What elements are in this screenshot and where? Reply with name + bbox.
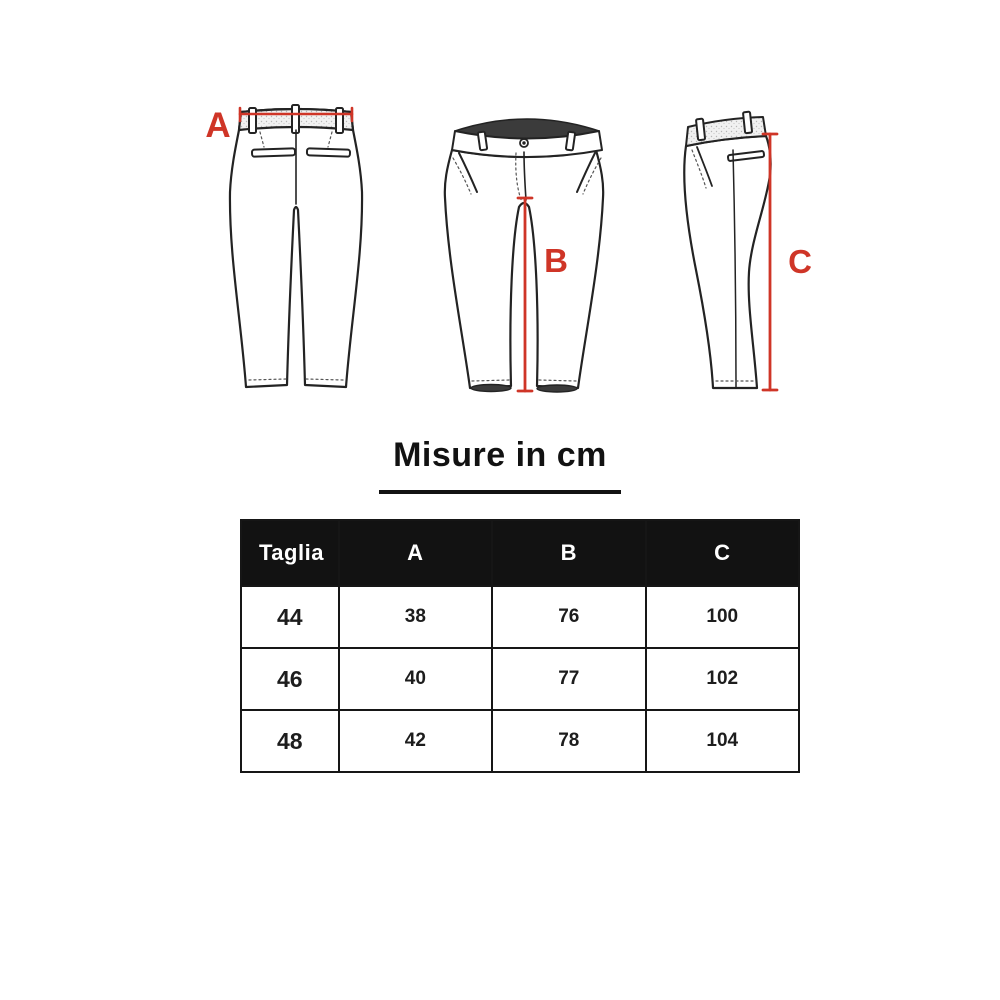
leg-opening <box>537 385 577 392</box>
cell-c: 100 <box>646 586 799 648</box>
cell-a: 42 <box>339 710 492 772</box>
measure-line-b <box>518 198 532 391</box>
cell-a: 40 <box>339 648 492 710</box>
title-underline <box>379 490 621 494</box>
belt-loop <box>292 105 299 133</box>
table-row <box>241 710 799 772</box>
pants-back-view <box>230 105 362 387</box>
back-pocket-welt <box>252 148 295 156</box>
table-header-row <box>241 520 799 586</box>
title-block <box>0 436 1000 494</box>
table-row <box>241 648 799 710</box>
measure-label-c: C <box>788 243 812 280</box>
header-taglia: Taglia <box>241 520 339 586</box>
header-b: B <box>492 520 645 586</box>
leg-opening <box>471 385 511 392</box>
header-c: C <box>646 520 799 586</box>
table-row <box>241 586 799 648</box>
cell-b: 78 <box>492 710 645 772</box>
header-a: A <box>339 520 492 586</box>
belt-loop <box>336 108 343 133</box>
page-title: Misure in cm <box>393 436 607 474</box>
size-table <box>240 519 800 773</box>
waist-button-center <box>522 141 525 144</box>
measure-label-a: A <box>205 106 231 145</box>
pants-diagrams <box>0 0 1000 432</box>
pants-side-body <box>684 136 770 388</box>
belt-loop <box>566 132 575 151</box>
belt-loop <box>478 132 487 151</box>
pants-side-view <box>684 112 770 388</box>
cell-c: 104 <box>646 710 799 772</box>
cell-a: 38 <box>339 586 492 648</box>
cell-size: 48 <box>241 710 339 772</box>
cell-size: 44 <box>241 586 339 648</box>
belt-loop <box>743 112 752 134</box>
back-pocket-welt <box>307 148 350 156</box>
belt-loop <box>696 119 705 141</box>
measure-label-b: B <box>544 242 568 279</box>
cell-b: 76 <box>492 586 645 648</box>
cell-b: 77 <box>492 648 645 710</box>
cell-c: 102 <box>646 648 799 710</box>
cell-size: 46 <box>241 648 339 710</box>
belt-loop <box>249 108 256 133</box>
